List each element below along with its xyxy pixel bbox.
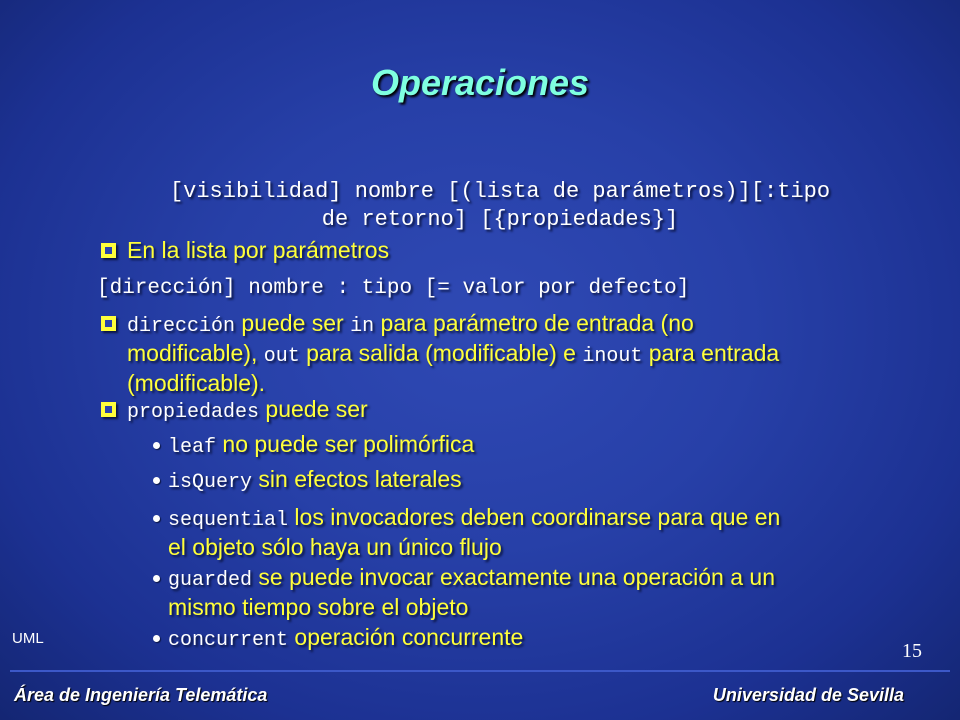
code-isquery: isQuery: [168, 471, 253, 494]
sub-item-text-line2: mismo tiempo sobre el objeto: [168, 594, 469, 620]
square-bullet-icon: [101, 316, 116, 331]
sub-item-sequential: [168, 504, 928, 560]
dot-bullet-icon: [153, 477, 160, 484]
dot-bullet-icon: [153, 442, 160, 449]
direction-text-3b: para salida (modificable) e: [299, 340, 583, 366]
code-guarded: guarded: [168, 569, 253, 592]
signature-line-1: [visibilidad] nombre [(lista de parámetros)][:tipo: [169, 179, 831, 204]
direction-text-4: (modificable).: [127, 370, 266, 396]
sub-item-text: se puede invocar exactamente una operación a un: [252, 564, 775, 590]
code-concurrent: concurrent: [168, 629, 289, 652]
dot-bullet-icon: [153, 515, 160, 522]
code-out: out: [263, 345, 300, 368]
page-number: 15: [902, 640, 922, 662]
code-in: in: [350, 315, 375, 338]
code-sequential: sequential: [168, 509, 289, 532]
dot-bullet-icon: [153, 575, 160, 582]
square-bullet-icon: [101, 243, 116, 258]
footer-divider: [10, 670, 950, 672]
direction-text-3c: para entrada: [642, 340, 780, 366]
footer-university: Universidad de Sevilla: [712, 685, 904, 705]
properties-text: puede ser: [259, 396, 368, 422]
signature-line-2: de retorno] [{propiedades}]: [321, 207, 679, 232]
direction-text-2: para parámetro de entrada (no: [374, 310, 694, 336]
direction-text-1: puede ser: [235, 310, 351, 336]
bullet-parameters-list: En la lista por parámetros: [127, 237, 390, 263]
uml-label: UML: [12, 630, 44, 647]
sub-item-leaf: [168, 431, 474, 461]
code-leaf: leaf: [168, 436, 217, 459]
sub-item-concurrent: [168, 624, 523, 654]
operation-signature: [100, 178, 900, 234]
slide-title: Operaciones: [370, 62, 590, 103]
sub-item-text: los invocadores deben coordinarse para que en: [288, 504, 781, 530]
code-direccion: dirección: [127, 315, 236, 338]
code-propiedades: propiedades: [127, 401, 260, 424]
bullet-properties: [127, 396, 368, 426]
sub-item-text: operación concurrente: [288, 624, 524, 650]
parameter-syntax: [dirección] nombre : tipo [= valor por defecto]: [97, 277, 690, 300]
code-inout: inout: [582, 345, 643, 368]
dot-bullet-icon: [153, 635, 160, 642]
bullet-direction: [127, 310, 917, 396]
square-bullet-icon: [101, 402, 116, 417]
sub-item-isquery: [168, 466, 462, 496]
sub-item-text: sin efectos laterales: [252, 466, 462, 492]
sub-item-text: no puede ser polimórfica: [216, 431, 475, 457]
sub-item-text-line2: el objeto sólo haya un único flujo: [168, 534, 502, 560]
sub-item-guarded: [168, 564, 928, 620]
direction-text-3a: modificable),: [127, 340, 264, 366]
footer-department: Área de Ingeniería Telemática: [14, 685, 268, 705]
